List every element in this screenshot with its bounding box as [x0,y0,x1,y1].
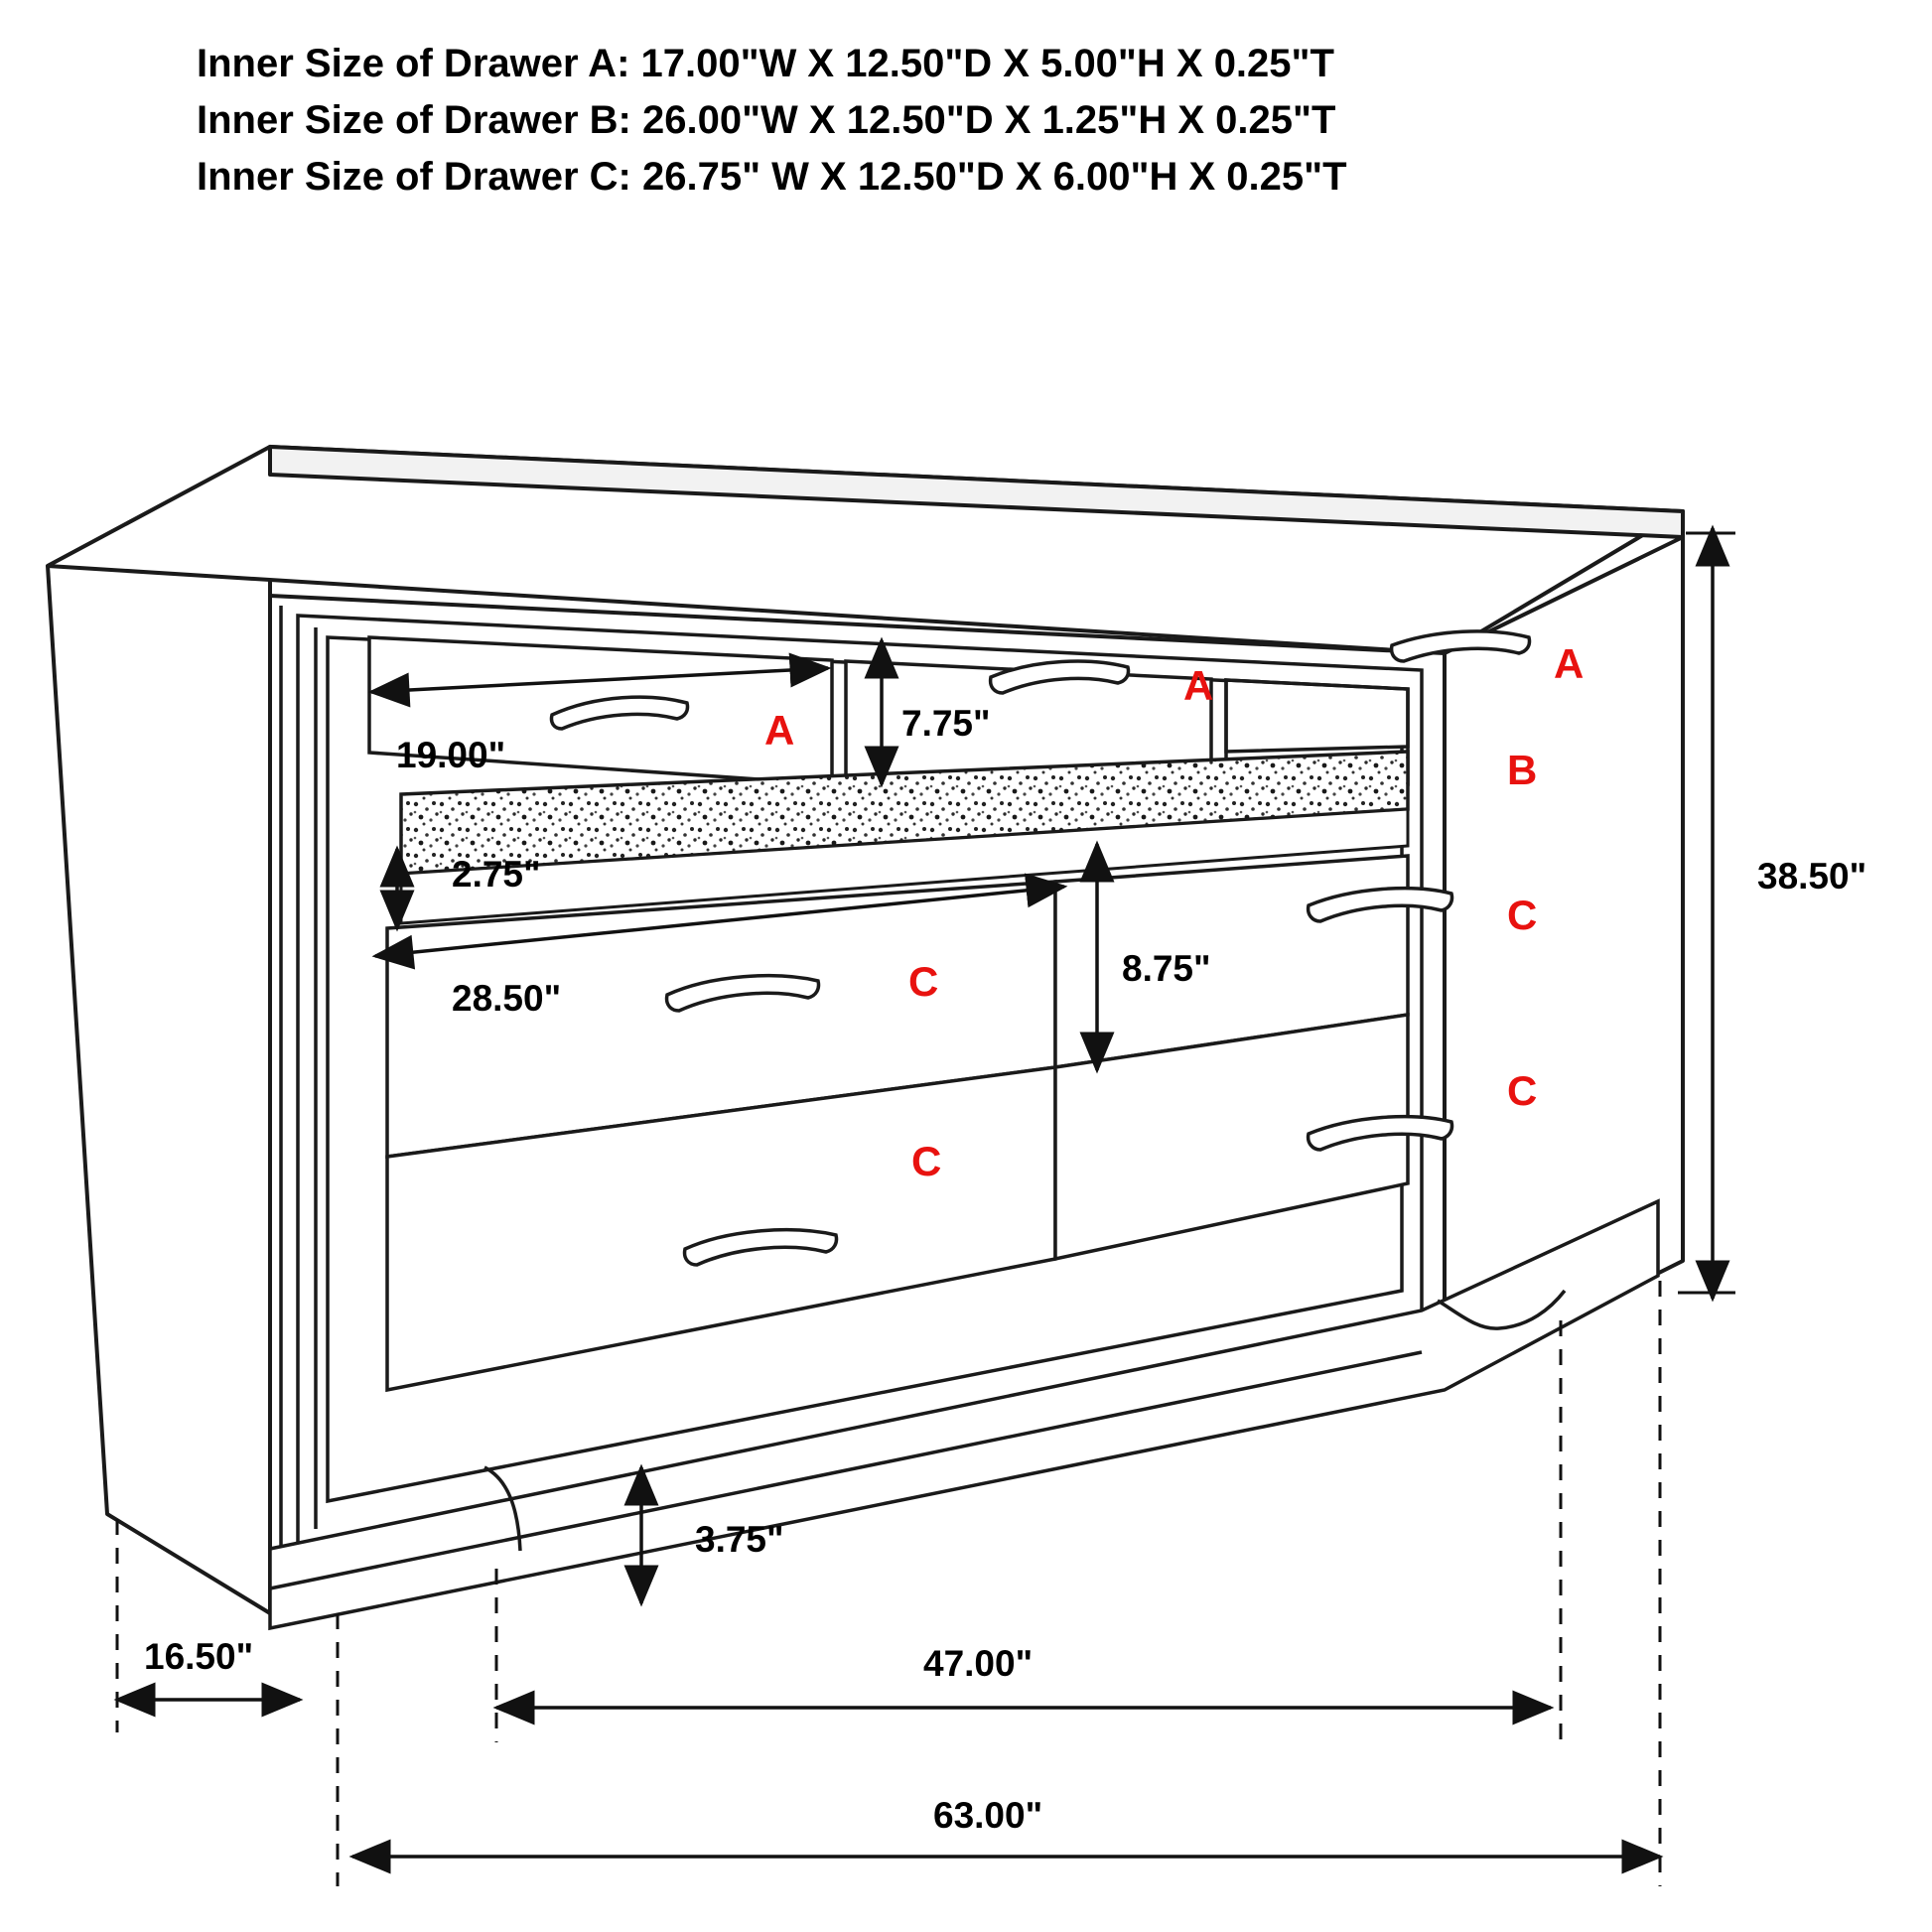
spec-line-drawer-c: Inner Size of Drawer C: 26.75" W X 12.50"D X 6.00"H X 0.25"T [197,154,1347,199]
drawer-label-a-right: A [1554,640,1585,687]
dim-label-16-50: 16.50" [144,1636,254,1677]
dim-label-28-50: 28.50" [452,978,562,1019]
dim-label-63-00: 63.00" [933,1795,1043,1836]
drawer-label-c-left-upper: C [908,958,939,1005]
drawer-label-a-left: A [764,707,795,754]
dim-label-2-75: 2.75" [452,854,541,895]
spec-line-drawer-b: Inner Size of Drawer B: 26.00"W X 12.50"D X 1.25"H X 0.25"T [197,97,1336,142]
drawer-label-c-right-upper: C [1507,892,1538,938]
drawer-a-right-upper [1226,680,1408,752]
drawer-label-b: B [1507,747,1538,793]
dim-label-38-50: 38.50" [1757,856,1867,897]
drawer-label-c-right-lower: C [1507,1067,1538,1114]
drawer-label-c-left-lower: C [911,1138,942,1184]
dim-label-3-75: 3.75" [695,1519,784,1560]
drawer-label-a-center: A [1183,662,1214,709]
dim-label-7-75: 7.75" [901,703,991,744]
dim-label-8-75: 8.75" [1122,948,1211,989]
dim-label-47-00: 47.00" [923,1643,1034,1684]
spec-line-drawer-a: Inner Size of Drawer A: 17.00"W X 12.50"D X 5.00"H X 0.25"T [197,42,1334,85]
dim-label-19: 19.00" [396,735,506,775]
